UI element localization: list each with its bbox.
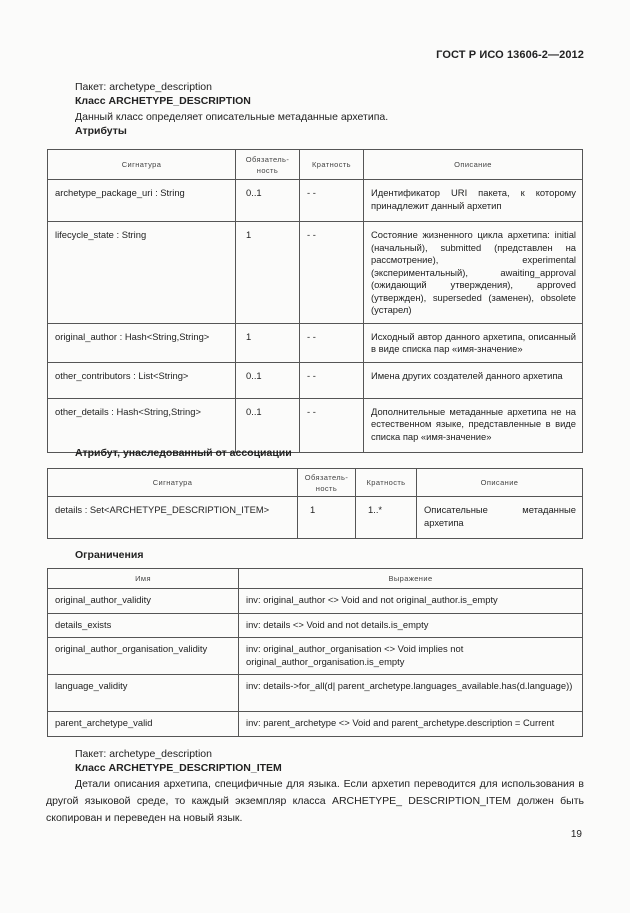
class-title-2: Класс ARCHETYPE_DESCRIPTION_ITEM — [75, 762, 282, 774]
cell-signature: other_contributors : List<String> — [48, 362, 236, 398]
cell-constraint-name: language_validity — [48, 675, 239, 712]
cell-obligation: 0..1 — [236, 398, 300, 452]
standard-header: ГОСТ Р ИСО 13606-2—2012 — [436, 49, 584, 61]
inherited-table — [47, 468, 583, 539]
cell-description: Исходный автор данного архетипа, описанный в виде списка пар «имя-значение» — [364, 323, 583, 362]
cell-obligation: 1 — [236, 323, 300, 362]
cell-signature: archetype_package_uri : String — [48, 180, 236, 222]
class-title: Класс ARCHETYPE_DESCRIPTION — [75, 95, 251, 107]
cell-description: Имена других создателей данного архетипа — [364, 362, 583, 398]
constraints-header-row — [48, 569, 583, 589]
table-row — [48, 613, 583, 638]
cell-constraint-expression: inv: original_author <> Void and not original_author.is_empty — [239, 589, 583, 614]
cell-multiplicity: - - — [300, 222, 364, 324]
inherited-header-row — [48, 469, 583, 497]
header-description: Описание — [417, 469, 583, 497]
package-label: Пакет: archetype_description — [75, 81, 212, 93]
cell-multiplicity: 1..* — [356, 497, 417, 539]
attributes-heading: Атрибуты — [75, 125, 127, 137]
header-multiplicity: Кратность — [356, 469, 417, 497]
cell-multiplicity: - - — [300, 362, 364, 398]
constraints-heading: Ограничения — [75, 549, 144, 561]
cell-obligation: 0..1 — [236, 180, 300, 222]
cell-description: Идентификатор URI пакета, к которому принадлежит данный архетип — [364, 180, 583, 222]
cell-constraint-name: original_author_validity — [48, 589, 239, 614]
header-obligation: Обязатель-ность — [236, 150, 300, 180]
header-signature: Сигнатура — [48, 150, 236, 180]
header-obligation: Обязатель-ность — [298, 469, 356, 497]
cell-description: Описательные метаданные архетипа — [417, 497, 583, 539]
cell-obligation: 1 — [236, 222, 300, 324]
constraints-table — [47, 568, 583, 737]
cell-signature: lifecycle_state : String — [48, 222, 236, 324]
cell-multiplicity: - - — [300, 323, 364, 362]
cell-constraint-name: parent_archetype_valid — [48, 712, 239, 737]
table-row — [48, 180, 583, 222]
header-signature: Сигнатура — [48, 469, 298, 497]
cell-constraint-expression: inv: details <> Void and not details.is_empty — [239, 613, 583, 638]
package-label-2: Пакет: archetype_description — [75, 748, 212, 760]
table-row — [48, 712, 583, 737]
cell-constraint-expression: inv: original_author_organisation <> Void implies not original_author_organisation.is_empty — [239, 638, 583, 675]
table-row — [48, 398, 583, 452]
table-row — [48, 589, 583, 614]
cell-constraint-expression: inv: parent_archetype <> Void and parent_archetype.description = Current — [239, 712, 583, 737]
cell-constraint-name: details_exists — [48, 613, 239, 638]
cell-signature: other_details : Hash<String,String> — [48, 398, 236, 452]
table-row — [48, 362, 583, 398]
header-multiplicity: Кратность — [300, 150, 364, 180]
cell-description: Дополнительные метаданные архетипа не на естественном языке, представленные в виде списка пар «имя-значение» — [364, 398, 583, 452]
header-name: Имя — [48, 569, 239, 589]
inherited-heading: Атрибут, унаследованный от ассоциации — [75, 447, 292, 459]
cell-signature: original_author : Hash<String,String> — [48, 323, 236, 362]
attributes-header-row — [48, 150, 583, 180]
cell-constraint-name: original_author_organisation_validity — [48, 638, 239, 675]
cell-multiplicity: - - — [300, 398, 364, 452]
class-description: Данный класс определяет описательные метаданные архетипа. — [75, 111, 389, 123]
header-description: Описание — [364, 150, 583, 180]
table-row — [48, 675, 583, 712]
table-row — [48, 497, 583, 539]
table-row — [48, 222, 583, 324]
cell-constraint-expression: inv: details->for_all(d| parent_archetype.languages_available.has(d.language)) — [239, 675, 583, 712]
cell-obligation: 0..1 — [236, 362, 300, 398]
cell-signature: details : Set<ARCHETYPE_DESCRIPTION_ITEM> — [48, 497, 298, 539]
cell-description: Состояние жизненного цикла архетипа: initial (начальный), submitted (представлен на рассмотрение), experimental (экспериментальный), awaiting_approval (ожидающий утверждения), approved (утвержден), superseded (заменен), obsolete (устарел) — [364, 222, 583, 324]
table-row — [48, 638, 583, 675]
cell-obligation: 1 — [298, 497, 356, 539]
cell-multiplicity: - - — [300, 180, 364, 222]
class-description-2: Детали описания архетипа, специфичные для языка. Если архетип переводится для использования в другой языковой среде, то каждый экземпляр класса ARCHETYPE_ DESCRIPTION_ITEM должен быть скопирован и переведен на новый язык. — [46, 778, 584, 824]
attributes-table — [47, 149, 583, 453]
table-row — [48, 323, 583, 362]
header-expression: Выражение — [239, 569, 583, 589]
page-number: 19 — [570, 829, 582, 840]
